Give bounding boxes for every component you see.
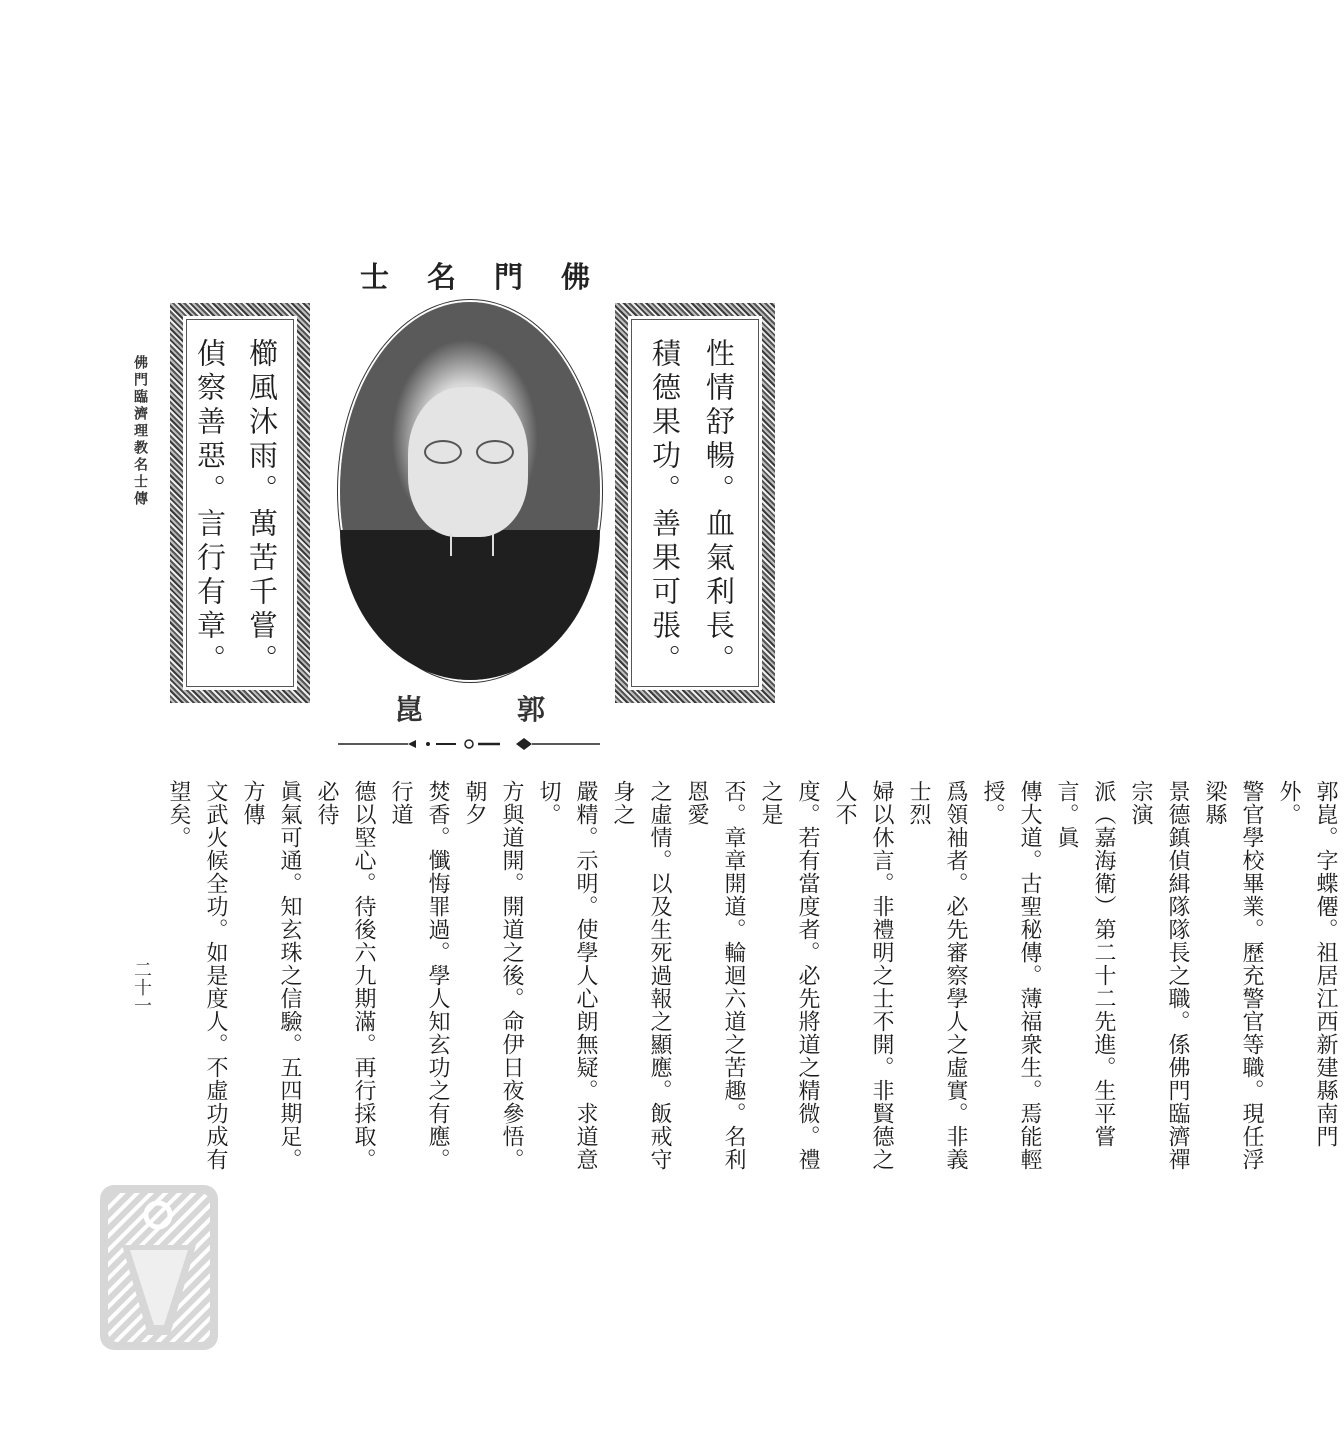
text-column: 景德鎮偵緝隊隊長之職。係佛門臨濟禪宗演 — [1128, 780, 1190, 1171]
text-column: 焚香。懺悔罪過。學人知玄功之有應。行道 — [388, 780, 450, 1171]
couplet-line: 櫛風沐雨。萬苦千嘗。 — [245, 338, 279, 678]
text-column: 郭崑。字蝶僊。祖居江西新建縣南門外。 — [1276, 780, 1338, 1148]
text-column: 派（嘉海衛）第二十二先進。生平嘗言。眞 — [1054, 780, 1116, 1148]
text-column: 之虛情。以及生死過報之顯應。飯戒守身之 — [610, 780, 672, 1171]
couplet-line: 積德果功。善果可張。 — [648, 338, 682, 678]
portrait-photo — [340, 302, 600, 680]
couplet-frame-right — [615, 303, 775, 703]
text-column: 德以堅心。待後六九期滿。再行採取。必待 — [314, 780, 376, 1171]
couplet-frame-left — [170, 303, 310, 703]
portrait-caption — [395, 688, 545, 728]
caption-char: 崑 — [395, 693, 424, 726]
caption-char: 郭 — [516, 693, 545, 726]
text-column: 眞氣可通。知玄珠之信驗。五四期足。方傳 — [240, 780, 302, 1171]
biography-text — [160, 780, 1344, 1180]
watermark-logo-icon — [100, 1185, 218, 1350]
text-column: 爲領袖者。必先審察學人之虛實。非義士烈 — [906, 780, 968, 1171]
title-char: 士 — [360, 259, 390, 294]
text-column: 傳大道。古聖秘傳。薄福衆生。焉能輕授。 — [980, 780, 1042, 1171]
couplet-line: 性情舒暢。血氣利長。 — [702, 338, 736, 678]
title-char: 名 — [426, 259, 456, 294]
text-column: 方與道開。開道之後。命伊日夜參悟。朝夕 — [462, 780, 524, 1171]
text-column: 警官學校畢業。歷充警官等職。現任浮梁縣 — [1202, 780, 1264, 1171]
text-column: 文武火候全功。如是度人。不虛功成有望矣。 — [166, 780, 228, 1171]
text-column: 否。章章開道。輪迴六道之苦趣。名利恩愛 — [684, 780, 746, 1171]
couplet-line: 偵察善惡。言行有章。 — [193, 338, 227, 678]
ornamental-rule — [338, 738, 600, 750]
title-char: 佛 — [560, 259, 590, 294]
text-column: 嚴精。示明。使學人心朗無疑。求道意切。 — [536, 780, 598, 1171]
portrait-face — [408, 387, 528, 537]
text-column: 婦以休言。非禮明之士不開。非賢德之人不 — [832, 780, 894, 1171]
text-column: 度。若有當度者。必先將道之精微。禮之是 — [758, 780, 820, 1171]
title-char: 門 — [493, 259, 523, 294]
portrait-collar — [450, 534, 494, 556]
page-number: 二十一 — [131, 960, 152, 1014]
glasses-icon — [424, 440, 516, 462]
running-title: 佛門臨濟理教名士傳 — [132, 355, 148, 508]
page-title — [360, 255, 590, 295]
